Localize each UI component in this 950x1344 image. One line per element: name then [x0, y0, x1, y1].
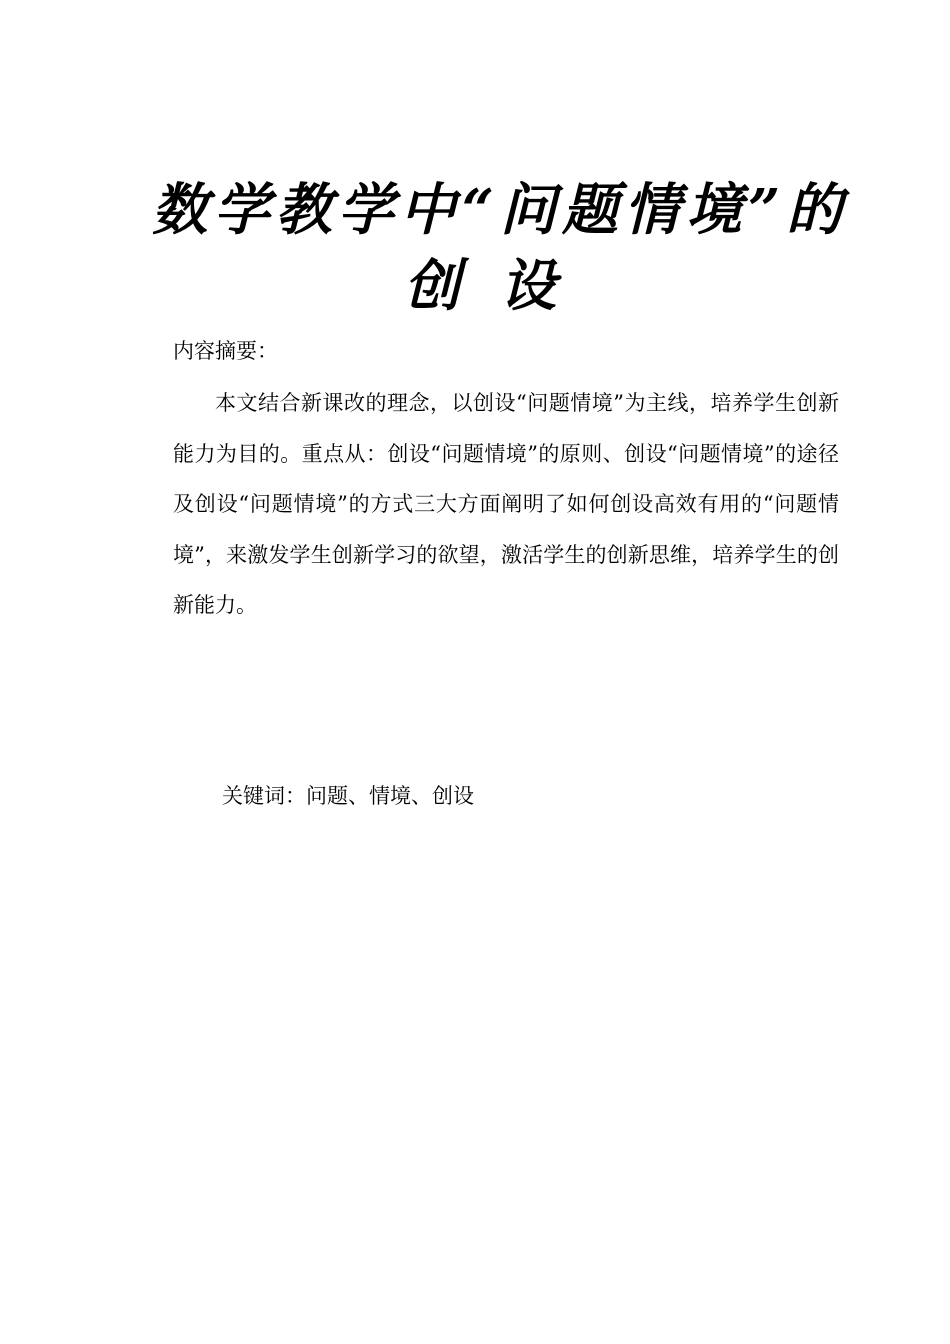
keywords-label: 关键词： — [222, 784, 306, 808]
abstract-label: 内容摘要： — [173, 339, 278, 363]
document-title-continued: 创设 — [404, 253, 596, 319]
keywords-line — [222, 782, 474, 810]
document-title: 数学教学中“问题情境”的 — [151, 177, 849, 243]
abstract-paragraph: 本文结合新课改的理念，以创设“问题情境”为主线，培养学生创新能力为目的。重点从：创设“问题情境”的原则、创设“问题情境”的途径及创设“问题情境”的方式三大方面阐明了如何创设高效有用的“问题情境”，来激发学生创新学习的欲望，激活学生的创新思维，培养学生的创新能力。 — [173, 391, 839, 617]
keywords-value: 问题、情境、创设 — [306, 784, 474, 808]
